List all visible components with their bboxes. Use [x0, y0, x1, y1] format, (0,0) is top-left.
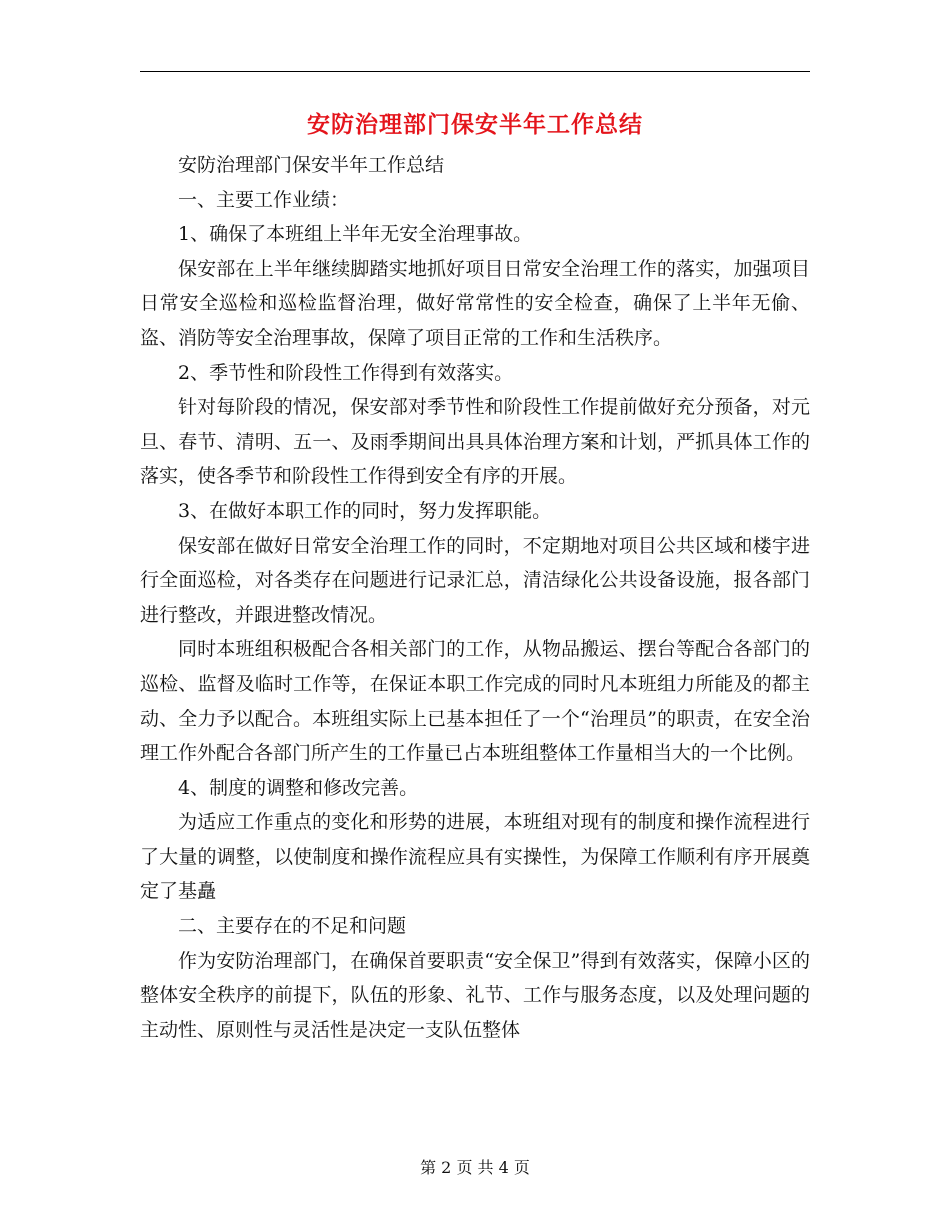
page-number: 第 2 页 共 4 页	[420, 1158, 530, 1177]
subsection-heading: 1、确保了本班组上半年无安全治理事故。	[178, 223, 533, 246]
subsection-heading: 3、在做好本职工作的同时，努力发挥职能。	[178, 499, 552, 522]
paragraph: 保安部在上半年继续脚踏实地抓好项目日常安全治理工作的落实，加强项目日常安全巡检和巡检监督治理，做好常常性的安全检查，确保了上半年无偷、盗、消防等安全治理事故，保障了项目正常的工作和生活秩序。	[140, 257, 810, 349]
section-heading: 二、主要存在的不足和问题	[178, 915, 407, 938]
subsection-heading: 4、制度的调整和修改完善。	[178, 776, 419, 799]
subsection-heading: 2、季节性和阶段性工作得到有效落实。	[178, 361, 514, 384]
paragraph: 同时本班组积极配合各相关部门的工作，从物品搬运、摆台等配合各部门的巡检、监督及临时工作等，在保证本职工作完成的同时凡本班组力所能及的都主动、全力予以配合。本班组实际上已基本担任了一个“治理员”的职责，在安全治理工作外配合各部门所产生的工作量已占本班组整体工作量相当大的一个比例。	[140, 638, 810, 765]
paragraph: 保安部在做好日常安全治理工作的同时，不定期地对项目公共区域和楼宇进行全面巡检，对各类存在问题进行记录汇总，清洁绿化公共设备设施，报各部门进行整改，并跟进整改情况。	[140, 534, 810, 626]
section-heading: 一、主要工作业绩：	[178, 188, 350, 211]
paragraph: 作为安防治理部门，在确保首要职责“安全保卫”得到有效落实，保障小区的整体安全秩序的前提下，队伍的形象、礼节、工作与服务态度，以及处理问题的主动性、原则性与灵活性是决定一支队伍整体	[140, 949, 810, 1041]
header-rule	[140, 71, 810, 72]
document-title: 安防治理部门保安半年工作总结	[307, 112, 643, 138]
paragraph: 针对每阶段的情况，保安部对季节性和阶段性工作提前做好充分预备，对元旦、春节、清明、五一、及雨季期间出具具体治理方案和计划，严抓具体工作的落实，使各季节和阶段性工作得到安全有序的开展。	[140, 396, 810, 488]
document-body	[140, 148, 810, 1047]
paragraph: 安防治理部门保安半年工作总结	[178, 154, 445, 176]
paragraph: 为适应工作重点的变化和形势的进展，本班组对现有的制度和操作流程进行了大量的调整，以使制度和操作流程应具有实操性，为保障工作顺利有序开展奠定了基矗	[140, 811, 810, 903]
